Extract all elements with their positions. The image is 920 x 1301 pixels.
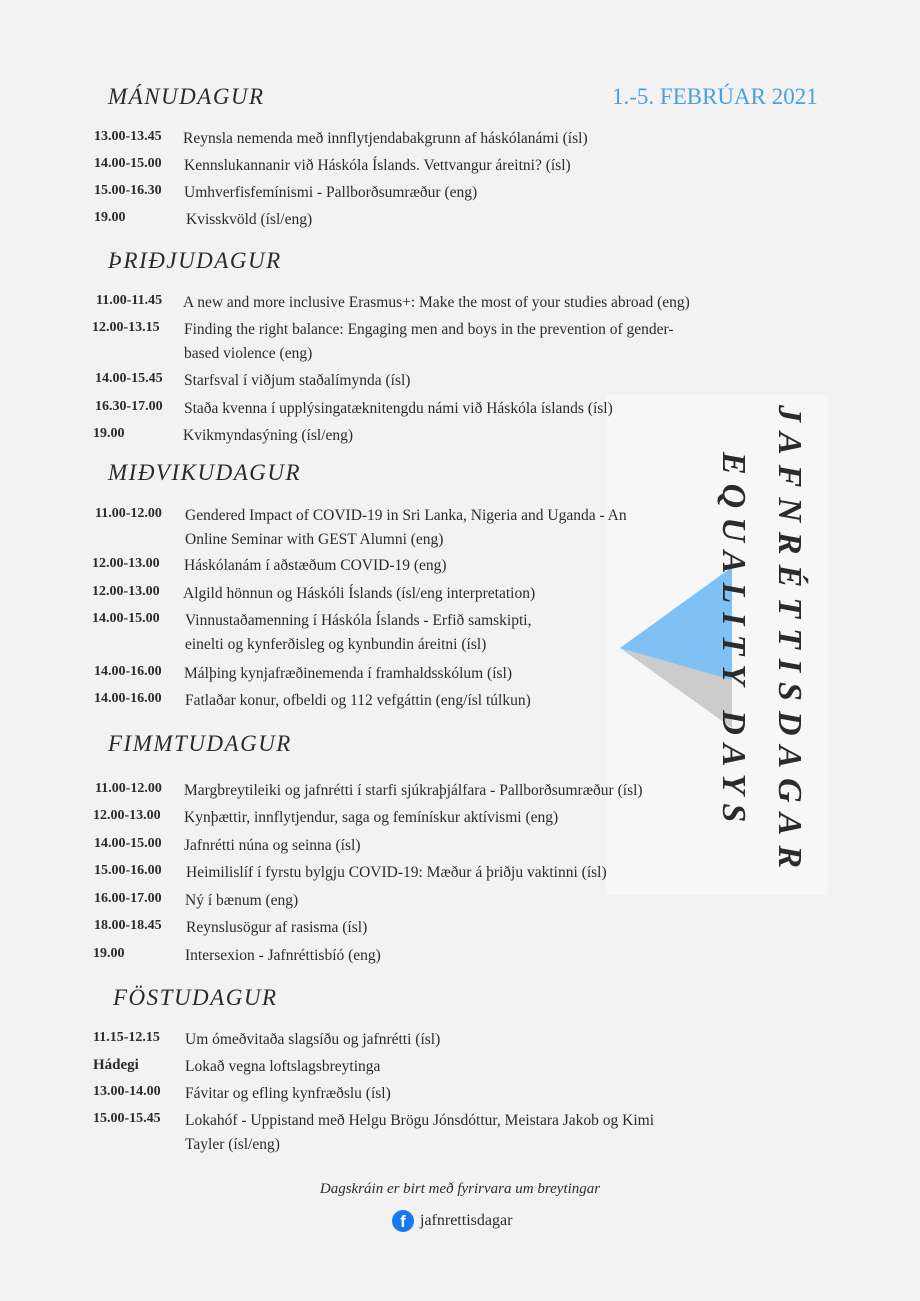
event-title-continued: Tayler (ísl/eng) bbox=[185, 1136, 280, 1153]
event-title: Staða kvenna í upplýsingatæknitengdu námi við Háskóla íslands (ísl) bbox=[184, 400, 613, 417]
event-time: 19.00 bbox=[93, 946, 125, 961]
facebook-icon: f bbox=[392, 1210, 414, 1232]
event-time: 16.00-17.00 bbox=[94, 891, 162, 906]
event-time: 15.00-15.45 bbox=[93, 1111, 161, 1126]
day-title-fimmtudagur: FIMMTUDAGUR bbox=[108, 731, 292, 756]
vertical-title-jafnrettisdagar: JAFNRÉTTISDAGAR bbox=[771, 405, 808, 879]
day-title-midvikudagur: MIÐVIKUDAGUR bbox=[108, 460, 302, 485]
day-title-manudagur: MÁNUDAGUR bbox=[108, 84, 265, 109]
event-title: Ný í bænum (eng) bbox=[185, 892, 299, 909]
event-title: Algild hönnun og Háskóli Íslands (ísl/eng interpretation) bbox=[183, 585, 536, 602]
facebook-link[interactable] bbox=[392, 1210, 512, 1232]
event-title: Umhverfisfemínismi - Pallborðsumræður (eng) bbox=[184, 184, 478, 201]
event-title: Reynslusögur af rasisma (ísl) bbox=[186, 919, 368, 936]
event-time: 16.30-17.00 bbox=[95, 399, 163, 414]
event-time: 11.15-12.15 bbox=[93, 1030, 160, 1045]
event-title: Starfsval í viðjum staðalímynda (ísl) bbox=[184, 372, 411, 389]
event-title: Jafnrétti núna og seinna (ísl) bbox=[184, 837, 361, 854]
event-time: 12.00-13.00 bbox=[92, 584, 160, 599]
vertical-title-equality-days: EQUALITY DAYS bbox=[715, 452, 752, 832]
event-title: Intersexion - Jafnréttisbíó (eng) bbox=[185, 947, 381, 964]
event-title: Um ómeðvitaða slagsíðu og jafnrétti (ísl) bbox=[185, 1031, 441, 1048]
event-title: Kvikmyndasýning (ísl/eng) bbox=[183, 427, 354, 444]
event-title: Heimilislíf í fyrstu bylgju COVID-19: Mæður á þriðju vaktinni (ísl) bbox=[186, 864, 607, 881]
event-time: 12.00-13.00 bbox=[92, 556, 160, 571]
facebook-handle: jafnrettisdagar bbox=[420, 1212, 513, 1229]
event-time: 19.00 bbox=[93, 426, 125, 441]
event-title: Lokahóf - Uppistand með Helgu Brögu Jónsdóttur, Meistara Jakob og Kimi bbox=[185, 1112, 655, 1129]
event-title: A new and more inclusive Erasmus+: Make the most of your studies abroad (eng) bbox=[183, 294, 690, 311]
event-time: 15.00-16.30 bbox=[94, 183, 162, 198]
event-time: 11.00-11.45 bbox=[96, 293, 163, 308]
date-range: 1.-5. FEBRÚAR 2021 bbox=[612, 84, 818, 109]
event-title-continued: einelti og kynferðisleg og kynbundin áreitni (ísl) bbox=[185, 636, 487, 653]
event-title: Margbreytileiki og jafnrétti í starfi sjúkraþjálfara - Pallborðsumræður (ísl) bbox=[184, 782, 643, 799]
event-time: 14.00-15.00 bbox=[92, 611, 160, 626]
event-title: Lokað vegna loftslagsbreytinga bbox=[185, 1058, 381, 1075]
event-time: 13.00-13.45 bbox=[94, 129, 162, 144]
event-title: Vinnustaðamenning í Háskóla Íslands - Erfið samskipti, bbox=[185, 612, 532, 629]
event-time: 14.00-15.00 bbox=[94, 836, 162, 851]
event-title: Reynsla nemenda með innflytjendabakgrunn af háskólanámi (ísl) bbox=[183, 130, 588, 147]
event-title-continued: Online Seminar with GEST Alumni (eng) bbox=[185, 531, 444, 548]
event-title: Kvisskvöld (ísl/eng) bbox=[186, 211, 313, 228]
event-time: 18.00-18.45 bbox=[94, 918, 162, 933]
event-time: Hádegi bbox=[93, 1057, 139, 1073]
event-title: Gendered Impact of COVID-19 in Sri Lanka, Nigeria and Uganda - An bbox=[185, 507, 627, 524]
event-title: Málþing kynjafræðinemenda í framhaldsskólum (ísl) bbox=[184, 665, 513, 682]
event-time: 19.00 bbox=[94, 210, 126, 225]
event-time: 12.00-13.15 bbox=[92, 320, 160, 335]
event-time: 12.00-13.00 bbox=[93, 808, 161, 823]
disclaimer-note: Dagskráin er birt með fyrirvara um breytingar bbox=[319, 1181, 601, 1197]
event-time: 14.00-16.00 bbox=[94, 691, 162, 706]
event-time: 13.00-14.00 bbox=[93, 1084, 161, 1099]
event-time: 11.00-12.00 bbox=[95, 506, 162, 521]
event-title: Fávitar og efling kynfræðslu (ísl) bbox=[185, 1085, 391, 1102]
event-time: 14.00-15.00 bbox=[94, 156, 162, 171]
event-title: Kennslukannanir við Háskóla Íslands. Vettvangur áreitni? (ísl) bbox=[184, 157, 571, 174]
event-title: Kynþættir, innflytjendur, saga og femínískur aktívismi (eng) bbox=[184, 809, 559, 826]
day-title-thridjudagur: ÞRIÐJUDAGUR bbox=[108, 248, 282, 273]
event-time: 11.00-12.00 bbox=[95, 781, 162, 796]
event-title: Fatlaðar konur, ofbeldi og 112 vefgáttin (eng/ísl túlkun) bbox=[185, 692, 531, 709]
event-time: 14.00-15.45 bbox=[95, 371, 163, 386]
day-title-fostudagur: FÖSTUDAGUR bbox=[113, 985, 278, 1010]
event-title: Finding the right balance: Engaging men and boys in the prevention of gender- bbox=[184, 321, 674, 338]
event-time: 15.00-16.00 bbox=[94, 863, 162, 878]
event-title-continued: based violence (eng) bbox=[184, 345, 313, 362]
event-title: Háskólanám í aðstæðum COVID-19 (eng) bbox=[184, 557, 447, 574]
event-time: 14.00-16.00 bbox=[94, 664, 162, 679]
